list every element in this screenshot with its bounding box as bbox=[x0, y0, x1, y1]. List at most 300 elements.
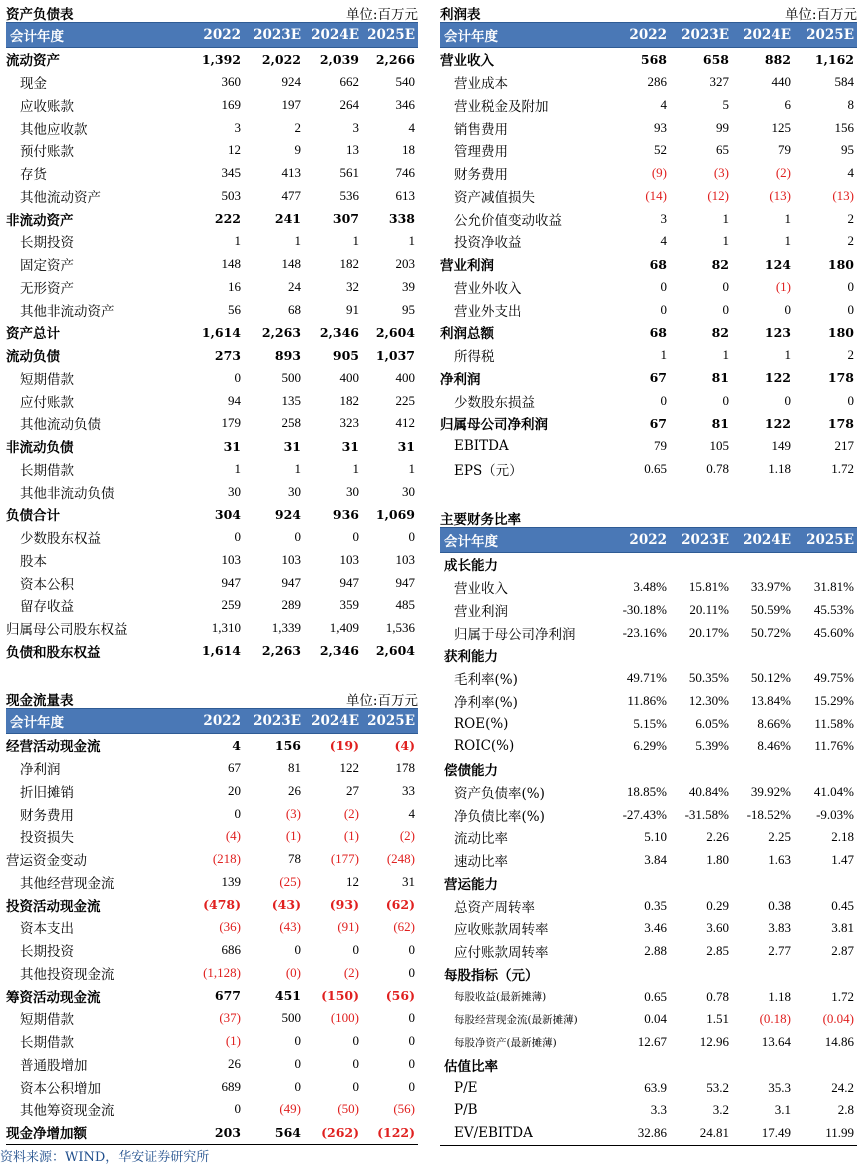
column-header-year: 2025E bbox=[362, 709, 418, 734]
table-row bbox=[6, 48, 418, 71]
value-cell: 0.65 bbox=[644, 460, 667, 476]
value-cell: 4 bbox=[408, 805, 415, 821]
column-header-year: 2023E bbox=[244, 23, 304, 48]
value-cell: 0.78 bbox=[706, 460, 729, 476]
row-label: 营运资金变动 bbox=[6, 853, 87, 870]
value-cell: 3.84 bbox=[644, 852, 667, 868]
value-cell: 124 bbox=[764, 256, 791, 272]
table-row bbox=[440, 1076, 857, 1099]
value-cell: 122 bbox=[764, 370, 791, 386]
value-cell: 8 bbox=[847, 96, 854, 112]
empty-cell bbox=[794, 553, 857, 576]
value-cell: 1,310 bbox=[211, 620, 241, 636]
row-label: 其他流动负债 bbox=[20, 417, 101, 434]
value-cell: 0 bbox=[234, 369, 241, 385]
financial-ratios-panel bbox=[440, 505, 857, 1146]
row-label: 资产负债率(%) bbox=[454, 785, 545, 802]
value-cell: 536 bbox=[339, 187, 359, 203]
value-cell: (0) bbox=[285, 964, 301, 980]
value-cell: 0 bbox=[408, 1078, 415, 1094]
row-label: 销售费用 bbox=[454, 121, 508, 138]
value-cell: 0 bbox=[722, 278, 729, 294]
section-label: 每股指标（元） bbox=[444, 967, 539, 984]
value-cell: 4 bbox=[408, 119, 415, 135]
table-row bbox=[440, 71, 857, 94]
balance-sheet-panel bbox=[6, 0, 418, 662]
value-cell: (2) bbox=[775, 165, 791, 181]
row-label: 毛利率(%) bbox=[454, 672, 518, 689]
value-cell: 3.60 bbox=[706, 920, 729, 936]
value-cell: -18.52% bbox=[746, 806, 791, 822]
table-row bbox=[6, 984, 418, 1007]
value-cell: 477 bbox=[281, 187, 301, 203]
value-cell: 2.88 bbox=[644, 943, 667, 959]
value-cell: 197 bbox=[281, 96, 301, 112]
value-cell: 561 bbox=[339, 165, 359, 181]
value-cell: (4) bbox=[225, 828, 241, 844]
column-header-label: 会计年度 bbox=[440, 23, 610, 48]
value-cell: 2,604 bbox=[375, 643, 415, 659]
row-label: 少数股东权益 bbox=[20, 531, 101, 548]
value-cell: 0 bbox=[234, 805, 241, 821]
row-label: 净利润 bbox=[20, 762, 61, 779]
row-label: 营业外支出 bbox=[454, 303, 522, 320]
table-row bbox=[6, 802, 418, 825]
value-cell: 1 bbox=[660, 347, 667, 363]
value-cell: 68 bbox=[649, 256, 667, 272]
table-row bbox=[6, 617, 418, 640]
value-cell: 203 bbox=[186, 1121, 244, 1144]
table-row bbox=[6, 939, 418, 962]
value-cell: 35.3 bbox=[768, 1079, 791, 1095]
value-cell: 5.15% bbox=[633, 715, 667, 731]
value-cell: 345 bbox=[221, 165, 241, 181]
table-row bbox=[6, 162, 418, 185]
value-cell: 0 bbox=[847, 301, 854, 317]
value-cell: 18 bbox=[402, 142, 415, 158]
value-cell: 13 bbox=[346, 142, 359, 158]
row-label: 投资净收益 bbox=[454, 235, 522, 252]
value-cell: 1 bbox=[352, 233, 359, 249]
income-header-row bbox=[440, 23, 857, 48]
value-cell: 503 bbox=[221, 187, 241, 203]
value-cell: 33 bbox=[402, 782, 415, 798]
column-header-year: 2023E bbox=[670, 528, 732, 553]
value-cell: 2 bbox=[847, 210, 854, 226]
value-cell: 2,022 bbox=[261, 51, 301, 67]
empty-cell bbox=[670, 553, 732, 576]
value-cell: 893 bbox=[274, 347, 301, 363]
table-row bbox=[440, 985, 857, 1008]
value-cell: 12 bbox=[346, 873, 359, 889]
value-cell: (478) bbox=[203, 897, 241, 913]
empty-cell bbox=[794, 1054, 857, 1077]
value-cell: 2,604 bbox=[375, 324, 415, 340]
section-label: 营运能力 bbox=[444, 876, 498, 893]
row-label: 投资损失 bbox=[20, 830, 74, 847]
value-cell: (0.04) bbox=[822, 1011, 854, 1027]
value-cell: 2.26 bbox=[706, 829, 729, 845]
cash-flow-title-bar bbox=[6, 686, 418, 708]
row-label: 应付账款 bbox=[20, 394, 74, 411]
balance-sheet-title: 资产负债表 bbox=[6, 7, 74, 23]
value-cell: (1) bbox=[775, 278, 791, 294]
value-cell: 258 bbox=[281, 415, 301, 431]
row-label: 现金净增加额 bbox=[6, 1121, 186, 1144]
row-label: 长期借款 bbox=[20, 462, 74, 479]
row-label: 管理费用 bbox=[454, 144, 508, 161]
value-cell: 78 bbox=[288, 851, 301, 867]
value-cell: (43) bbox=[279, 919, 301, 935]
value-cell: 8.46% bbox=[757, 738, 791, 754]
value-cell: (49) bbox=[279, 1101, 301, 1117]
source-note: 资料来源：WIND，华安证券研究所 bbox=[0, 1150, 210, 1165]
value-cell: 45.53% bbox=[813, 601, 854, 617]
row-label: 其他经营现金流 bbox=[20, 875, 115, 892]
table-row bbox=[440, 253, 857, 276]
value-cell: 273 bbox=[214, 347, 241, 363]
table-row bbox=[440, 139, 857, 162]
table-row bbox=[6, 344, 418, 367]
row-label: 营业税金及附加 bbox=[454, 98, 549, 115]
value-cell: 1 bbox=[784, 347, 791, 363]
value-cell: 11.76% bbox=[814, 738, 854, 754]
column-header-year: 2024E bbox=[732, 528, 794, 553]
value-cell: 53.2 bbox=[706, 1079, 729, 1095]
row-label: 营业成本 bbox=[454, 76, 508, 93]
value-cell: 30 bbox=[288, 483, 301, 499]
empty-cell bbox=[732, 872, 794, 895]
value-cell: 2,346 bbox=[319, 643, 359, 659]
value-cell: 49.75% bbox=[813, 670, 854, 686]
table-row bbox=[6, 298, 418, 321]
value-cell: 169 bbox=[221, 96, 241, 112]
table-row bbox=[6, 1007, 418, 1030]
value-cell: (3) bbox=[285, 805, 301, 821]
column-header-year: 2024E bbox=[732, 23, 794, 48]
table-row bbox=[6, 367, 418, 390]
column-header-label: 会计年度 bbox=[440, 528, 610, 553]
value-cell: 3 bbox=[234, 119, 241, 135]
column-header-year: 2023E bbox=[670, 23, 732, 48]
table-row bbox=[440, 1008, 857, 1031]
value-cell: (25) bbox=[279, 873, 301, 889]
value-cell: 24.81 bbox=[670, 1122, 732, 1145]
section-label: 获利能力 bbox=[444, 649, 498, 666]
value-cell: 0 bbox=[294, 1033, 301, 1049]
value-cell: 1.18 bbox=[768, 988, 791, 1004]
value-cell: 3.81 bbox=[831, 920, 854, 936]
value-cell: 31 bbox=[283, 438, 301, 454]
income-statement-title: 利润表 bbox=[440, 7, 481, 23]
value-cell: 0 bbox=[784, 301, 791, 317]
row-label: 负债和股东权益 bbox=[6, 644, 101, 661]
value-cell: 12 bbox=[228, 142, 241, 158]
table-row bbox=[440, 1031, 857, 1054]
value-cell: 286 bbox=[647, 74, 667, 90]
value-cell: 20 bbox=[228, 782, 241, 798]
value-cell: 45.60% bbox=[813, 624, 854, 640]
value-cell: 1,069 bbox=[375, 506, 415, 522]
column-header-year: 2022 bbox=[610, 23, 670, 48]
empty-cell bbox=[794, 758, 857, 781]
row-label: 流动比率 bbox=[454, 831, 508, 848]
table-row bbox=[440, 621, 857, 644]
balance-sheet-table bbox=[6, 22, 418, 662]
value-cell: 122 bbox=[339, 760, 359, 776]
value-cell: 103 bbox=[339, 551, 359, 567]
row-label: 应收账款 bbox=[20, 98, 74, 115]
table-row bbox=[6, 1053, 418, 1076]
value-cell: 24 bbox=[288, 278, 301, 294]
value-cell: 32 bbox=[346, 278, 359, 294]
value-cell: (218) bbox=[212, 851, 241, 867]
value-cell: 39.92% bbox=[750, 783, 791, 799]
value-cell: 400 bbox=[339, 369, 359, 385]
income-statement-unit: 单位:百万元 bbox=[784, 7, 857, 23]
column-header-year: 2025E bbox=[362, 23, 418, 48]
table-row bbox=[6, 207, 418, 230]
value-cell: 99 bbox=[716, 119, 729, 135]
value-cell: (13) bbox=[832, 187, 854, 203]
value-cell: (248) bbox=[386, 851, 415, 867]
empty-cell bbox=[794, 963, 857, 986]
table-row bbox=[440, 207, 857, 230]
value-cell: 924 bbox=[281, 74, 301, 90]
row-label: 其他非流动负债 bbox=[20, 485, 115, 502]
value-cell: 50.12% bbox=[750, 670, 791, 686]
value-cell: 68 bbox=[649, 324, 667, 340]
value-cell: 500 bbox=[281, 1010, 301, 1026]
row-label: 其他投资现金流 bbox=[20, 966, 115, 983]
value-cell: 307 bbox=[332, 211, 359, 227]
value-cell: 82 bbox=[711, 256, 729, 272]
value-cell: (0.18) bbox=[759, 1011, 791, 1027]
value-cell: 412 bbox=[395, 415, 415, 431]
row-label: P/B bbox=[454, 1102, 478, 1119]
row-label: 短期借款 bbox=[20, 1012, 74, 1029]
value-cell: 413 bbox=[281, 165, 301, 181]
cashflow-header-row bbox=[6, 709, 418, 734]
value-cell: (122) bbox=[362, 1121, 418, 1144]
value-cell: 2.25 bbox=[768, 829, 791, 845]
row-label: 总资产周转率 bbox=[454, 899, 535, 916]
value-cell: (62) bbox=[385, 897, 415, 913]
value-cell: 304 bbox=[214, 506, 241, 522]
table-row bbox=[6, 253, 418, 276]
table-row bbox=[440, 826, 857, 849]
table-row bbox=[6, 640, 418, 663]
value-cell: 4 bbox=[847, 165, 854, 181]
value-cell: 947 bbox=[339, 574, 359, 590]
value-cell: 0 bbox=[294, 1078, 301, 1094]
value-cell: 217 bbox=[834, 438, 854, 454]
value-cell: 103 bbox=[221, 551, 241, 567]
value-cell: (262) bbox=[304, 1121, 362, 1144]
value-cell: 20.17% bbox=[688, 624, 729, 640]
table-row bbox=[6, 1121, 418, 1144]
value-cell: (2) bbox=[343, 964, 359, 980]
value-cell: 2.87 bbox=[831, 943, 854, 959]
row-label: 流动资产 bbox=[6, 53, 60, 70]
value-cell: 346 bbox=[395, 96, 415, 112]
value-cell: 677 bbox=[214, 988, 241, 1004]
table-row bbox=[6, 549, 418, 572]
table-row bbox=[6, 412, 418, 435]
value-cell: 203 bbox=[395, 256, 415, 272]
row-label: 流动负债 bbox=[6, 349, 60, 366]
value-cell: 9 bbox=[294, 142, 301, 158]
value-cell: 4 bbox=[660, 233, 667, 249]
value-cell: 0 bbox=[408, 529, 415, 545]
value-cell: 0 bbox=[408, 942, 415, 958]
value-cell: 400 bbox=[395, 369, 415, 385]
value-cell: 26 bbox=[228, 1055, 241, 1071]
value-cell: 0 bbox=[352, 529, 359, 545]
value-cell: 4 bbox=[232, 737, 241, 753]
value-cell: 18.85% bbox=[626, 783, 667, 799]
row-label: 公允价值变动收益 bbox=[454, 212, 562, 229]
table-row bbox=[440, 1122, 857, 1145]
value-cell: 17.49 bbox=[732, 1122, 794, 1145]
value-cell: 3.2 bbox=[712, 1102, 729, 1118]
row-label: 固定资产 bbox=[20, 258, 74, 275]
table-row bbox=[6, 825, 418, 848]
empty-cell bbox=[670, 1054, 732, 1077]
value-cell: 613 bbox=[395, 187, 415, 203]
table-row bbox=[6, 230, 418, 253]
table-row bbox=[6, 962, 418, 985]
value-cell: 2.77 bbox=[768, 943, 791, 959]
balance-sheet-title-bar bbox=[6, 0, 418, 22]
value-cell: (2) bbox=[343, 805, 359, 821]
table-row bbox=[6, 503, 418, 526]
value-cell: 1 bbox=[234, 460, 241, 476]
table-row bbox=[440, 599, 857, 622]
value-cell: 1 bbox=[294, 460, 301, 476]
cash-flow-title: 现金流量表 bbox=[6, 693, 74, 709]
row-label: 其他筹资现金流 bbox=[20, 1103, 115, 1120]
row-label: 营业外收入 bbox=[454, 280, 522, 297]
value-cell: (19) bbox=[329, 737, 359, 753]
value-cell: 1,339 bbox=[271, 620, 301, 636]
value-cell: 156 bbox=[274, 737, 301, 753]
value-cell: (150) bbox=[321, 988, 359, 1004]
value-cell: 67 bbox=[649, 370, 667, 386]
value-cell: 0 bbox=[408, 1055, 415, 1071]
column-header-label: 会计年度 bbox=[6, 23, 186, 48]
value-cell: -23.16% bbox=[622, 624, 667, 640]
value-cell: -30.18% bbox=[622, 601, 667, 617]
table-row bbox=[440, 367, 857, 390]
value-cell: 178 bbox=[827, 415, 854, 431]
row-label: 净利率(%) bbox=[454, 694, 518, 711]
value-cell: 1.80 bbox=[706, 852, 729, 868]
column-header-year: 2024E bbox=[304, 709, 362, 734]
row-label: 其他流动资产 bbox=[20, 189, 101, 206]
value-cell: 0 bbox=[722, 392, 729, 408]
table-row bbox=[6, 116, 418, 139]
value-cell: 52 bbox=[654, 142, 667, 158]
value-cell: 50.35% bbox=[688, 670, 729, 686]
value-cell: 11.99 bbox=[794, 1122, 857, 1145]
empty-cell bbox=[732, 963, 794, 986]
value-cell: 0 bbox=[352, 942, 359, 958]
financial-ratios-title: 主要财务比率 bbox=[440, 512, 521, 528]
value-cell: 148 bbox=[281, 256, 301, 272]
value-cell: 135 bbox=[281, 392, 301, 408]
value-cell: 2,346 bbox=[319, 324, 359, 340]
row-label: 净利润 bbox=[440, 371, 481, 388]
value-cell: 12.96 bbox=[699, 1034, 729, 1050]
table-row bbox=[6, 276, 418, 299]
value-cell: 2,263 bbox=[261, 324, 301, 340]
value-cell: 41.04% bbox=[813, 783, 854, 799]
table-row bbox=[6, 480, 418, 503]
value-cell: 0.29 bbox=[706, 897, 729, 913]
value-cell: (1,128) bbox=[203, 964, 241, 980]
table-row bbox=[440, 344, 857, 367]
row-label: 资产总计 bbox=[6, 326, 60, 343]
row-label: 资产减值损失 bbox=[454, 189, 535, 206]
value-cell: 148 bbox=[221, 256, 241, 272]
value-cell: 0 bbox=[660, 392, 667, 408]
row-label: 资本公积增加 bbox=[20, 1080, 101, 1097]
value-cell: 95 bbox=[402, 301, 415, 317]
table-row bbox=[6, 71, 418, 94]
row-label: 普通股增加 bbox=[20, 1057, 88, 1074]
value-cell: 924 bbox=[274, 506, 301, 522]
value-cell: 125 bbox=[771, 119, 791, 135]
table-row bbox=[6, 757, 418, 780]
row-label: 长期投资 bbox=[20, 944, 74, 961]
value-cell: (13) bbox=[769, 187, 791, 203]
row-label: 归属母公司股东权益 bbox=[6, 622, 128, 639]
balance-sheet-unit: 单位:百万元 bbox=[345, 7, 418, 23]
row-label: 存货 bbox=[20, 167, 47, 184]
value-cell: 14.86 bbox=[824, 1034, 854, 1050]
value-cell: 0 bbox=[294, 942, 301, 958]
value-cell: 0 bbox=[408, 964, 415, 980]
column-header-year: 2025E bbox=[794, 23, 857, 48]
value-cell: 0 bbox=[408, 1033, 415, 1049]
value-cell: (43) bbox=[271, 897, 301, 913]
row-label: ROE(%) bbox=[454, 715, 509, 732]
table-row bbox=[440, 849, 857, 872]
financial-ratios-title-bar bbox=[440, 505, 857, 527]
row-label: 每股经营现金流(最新摊薄) bbox=[454, 1013, 578, 1026]
value-cell: 156 bbox=[834, 119, 854, 135]
value-cell: 81 bbox=[711, 415, 729, 431]
value-cell: 67 bbox=[228, 760, 241, 776]
value-cell: 12.30% bbox=[688, 692, 729, 708]
row-label: 无形资产 bbox=[20, 280, 74, 297]
row-label: 预付账款 bbox=[20, 144, 74, 161]
income-statement-panel bbox=[440, 0, 857, 480]
value-cell: 178 bbox=[827, 370, 854, 386]
value-cell: (1) bbox=[225, 1033, 241, 1049]
value-cell: 105 bbox=[709, 438, 729, 454]
table-row bbox=[440, 412, 857, 435]
empty-cell bbox=[610, 644, 670, 667]
value-cell: 3.3 bbox=[650, 1102, 667, 1118]
value-cell: 0 bbox=[352, 1055, 359, 1071]
table-row bbox=[440, 276, 857, 299]
table-row bbox=[6, 185, 418, 208]
value-cell: 179 bbox=[221, 415, 241, 431]
row-label: 应收账款周转率 bbox=[454, 922, 549, 939]
value-cell: 1 bbox=[784, 210, 791, 226]
